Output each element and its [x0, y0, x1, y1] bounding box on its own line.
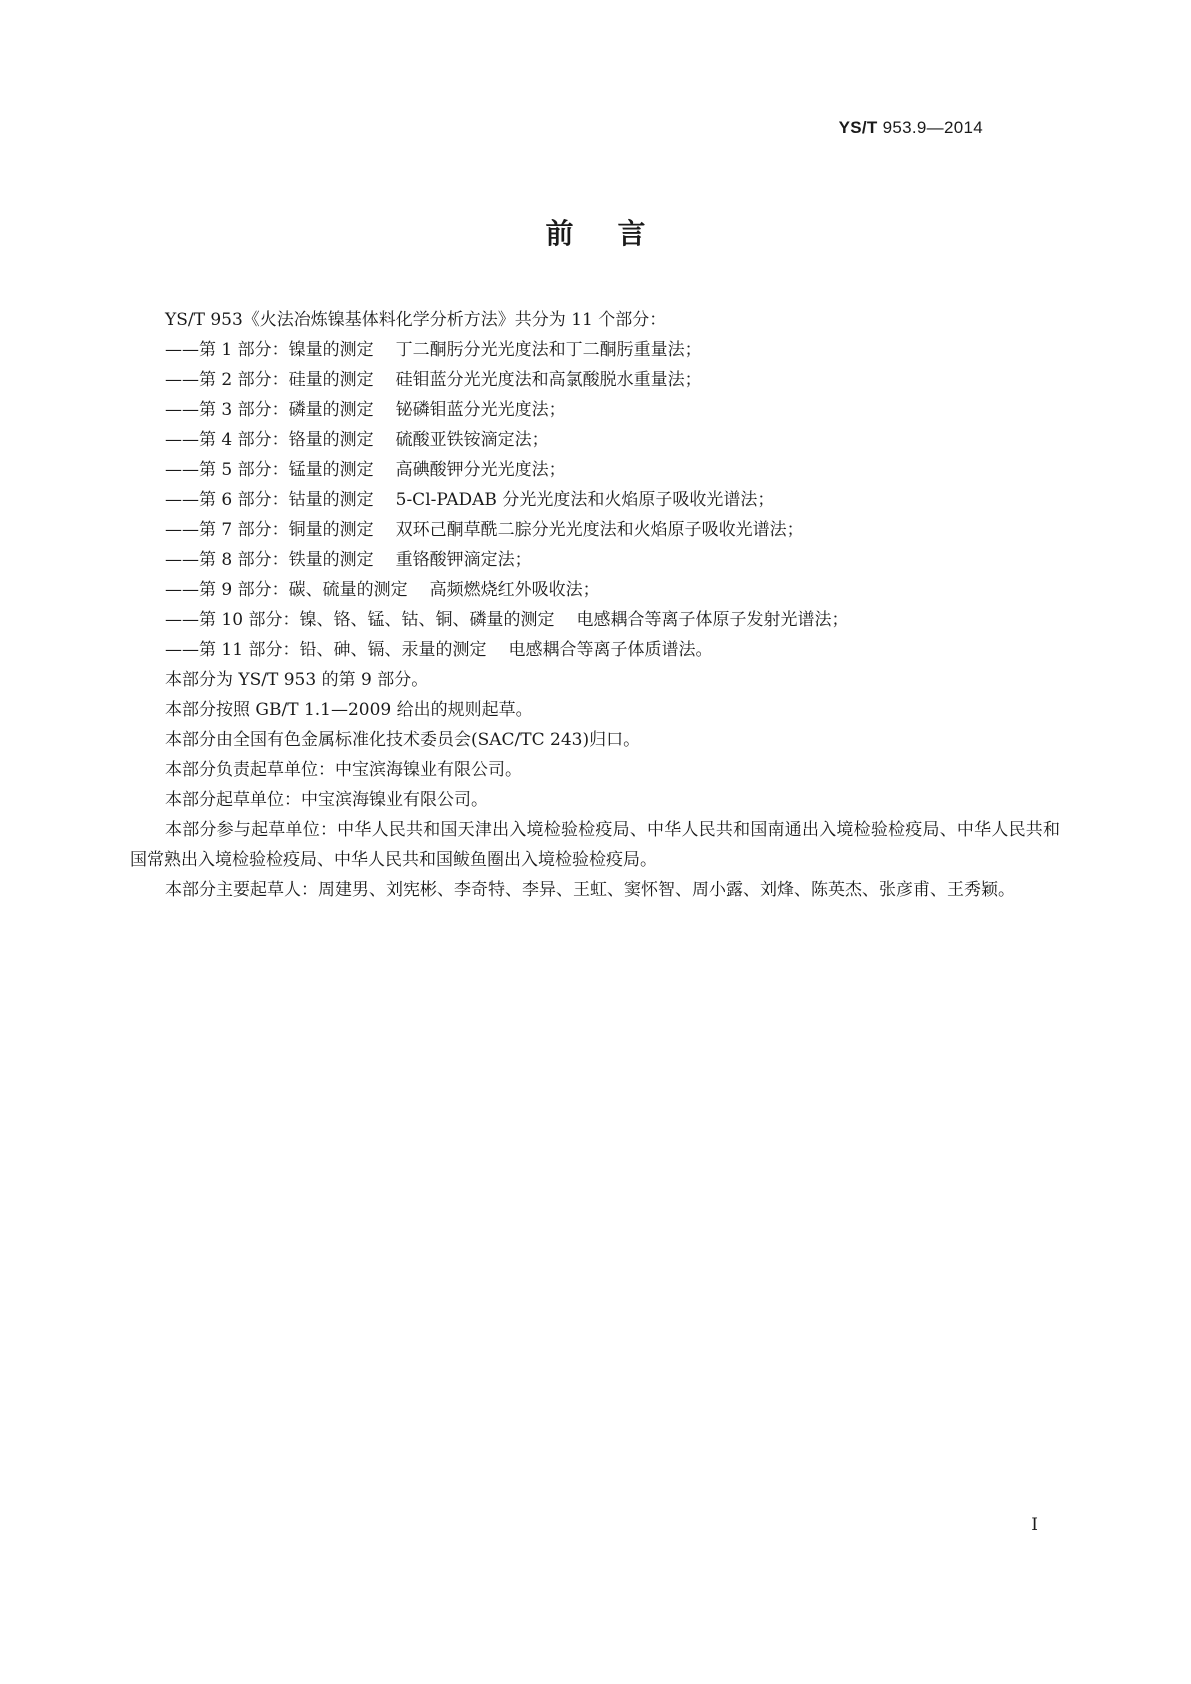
- list-dash: ——: [165, 370, 199, 390]
- list-dash: ——: [165, 340, 199, 360]
- list-item: [130, 635, 1060, 665]
- standard-code: [839, 118, 983, 138]
- paragraph-participating-units: 本部分参与起草单位：中华人民共和国天津出入境检验检疫局、中华人民共和国南通出入境检验检疫局、中华人民共和国常熟出入境检验检疫局、中华人民共和国鲅鱼圈出入境检验检疫局。: [130, 820, 1060, 870]
- list-dash: ——: [165, 640, 199, 660]
- part-method: 双环己酮草酰二腙分光光度法和火焰原子吸收光谱法；: [395, 520, 804, 540]
- part-method: 硅钼蓝分光光度法和高氯酸脱水重量法；: [395, 370, 702, 390]
- part-method: 5-Cl-PADAB 分光光度法和火焰原子吸收光谱法；: [395, 490, 775, 510]
- paragraph-drafting-rules: 本部分按照 GB/T 1.1—2009 给出的规则起草。: [165, 700, 533, 720]
- standard-code-number: 953.9—2014: [882, 118, 983, 137]
- part-method: 硫酸亚铁铵滴定法；: [395, 430, 549, 450]
- foreword-body: [130, 305, 1060, 905]
- part-method: 铋磷钼蓝分光光度法；: [395, 400, 566, 420]
- paragraph-committee: 本部分由全国有色金属标准化技术委员会(SAC/TC 243)归口。: [165, 730, 641, 750]
- paragraph-drafting-unit: 本部分起草单位：中宝滨海镍业有限公司。: [165, 790, 488, 810]
- list-dash: ——: [165, 490, 199, 510]
- list-item: [130, 575, 1060, 605]
- part-method: 电感耦合等离子体质谱法。: [508, 640, 713, 660]
- list-dash: ——: [165, 400, 199, 420]
- part-label: 第 7 部分：铜量的测定: [199, 520, 374, 540]
- list-item: [130, 545, 1060, 575]
- list-dash: ——: [165, 430, 199, 450]
- part-label: 第 9 部分：碳、硫量的测定: [199, 580, 408, 600]
- part-label: 第 2 部分：硅量的测定: [199, 370, 374, 390]
- intro-paragraph: YS/T 953《火法冶炼镍基体料化学分析方法》共分为 11 个部分：: [165, 310, 667, 330]
- page-title: 前言: [545, 217, 690, 250]
- part-label: 第 6 部分：钴量的测定: [199, 490, 374, 510]
- part-method: 高碘酸钾分光光度法；: [395, 460, 566, 480]
- list-dash: ——: [165, 550, 199, 570]
- list-item: [130, 365, 1060, 395]
- part-label: 第 8 部分：铁量的测定: [199, 550, 374, 570]
- part-method: 重铬酸钾滴定法；: [395, 550, 532, 570]
- part-label: 第 10 部分：镍、铬、锰、钴、铜、磷量的测定: [199, 610, 555, 630]
- list-item: [130, 335, 1060, 365]
- paragraph-part-number: 本部分为 YS/T 953 的第 9 部分。: [165, 670, 429, 690]
- list-item: [130, 425, 1060, 455]
- part-method: 丁二酮肟分光光度法和丁二酮肟重量法；: [395, 340, 702, 360]
- list-item: [130, 485, 1060, 515]
- paragraph-responsible-unit: 本部分负责起草单位：中宝滨海镍业有限公司。: [165, 760, 522, 780]
- list-dash: ——: [165, 520, 199, 540]
- part-method: 电感耦合等离子体原子发射光谱法；: [576, 610, 849, 630]
- part-label: 第 4 部分：铬量的测定: [199, 430, 374, 450]
- part-label: 第 1 部分：镍量的测定: [199, 340, 374, 360]
- part-method: 高频燃烧红外吸收法；: [429, 580, 600, 600]
- part-label: 第 5 部分：锰量的测定: [199, 460, 374, 480]
- list-item: [130, 455, 1060, 485]
- standard-code-prefix: YS/T: [838, 118, 878, 137]
- part-label: 第 3 部分：磷量的测定: [199, 400, 374, 420]
- parts-list: [130, 335, 1060, 665]
- list-item: [130, 515, 1060, 545]
- paragraph-main-drafters: 本部分主要起草人：周建男、刘宪彬、李奇特、李异、王虹、窦怀智、周小露、刘烽、陈英杰、张彦甫、王秀颖。: [165, 880, 1015, 900]
- list-item: [130, 395, 1060, 425]
- list-dash: ——: [165, 610, 199, 630]
- list-dash: ——: [165, 460, 199, 480]
- list-item: [130, 605, 1060, 635]
- part-label: 第 11 部分：铅、砷、镉、汞量的测定: [199, 640, 487, 660]
- page-number: I: [1031, 1515, 1038, 1535]
- list-dash: ——: [165, 580, 199, 600]
